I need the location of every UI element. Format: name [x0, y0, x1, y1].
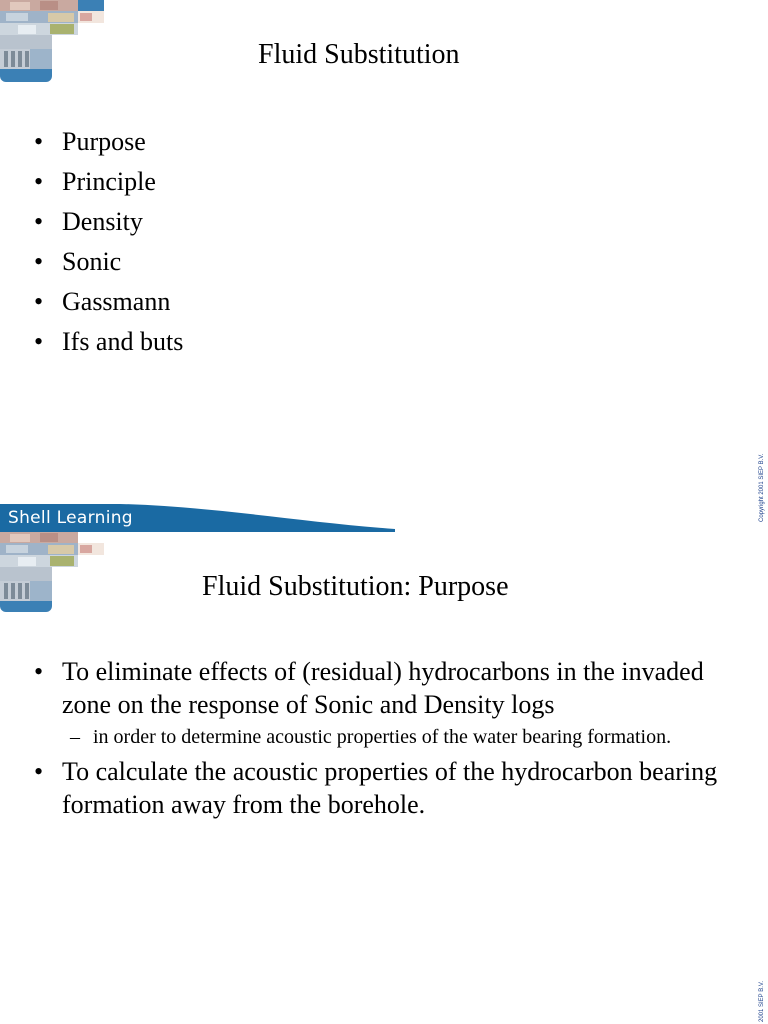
- slide-fluid-substitution-purpose: [0, 512, 768, 1024]
- bullet-text: • To eliminate effects of (residual) hydrocarbons in the invaded zone on the response of Sonic and Density logs: [62, 657, 704, 719]
- bullet-list: [34, 122, 183, 362]
- bullet-text: • To calculate the acoustic properties of the hydrocarbon bearing formation away from the borehole.: [62, 757, 718, 819]
- slide-title: Fluid Substitution: Purpose: [202, 571, 509, 602]
- bullet-item: [34, 755, 734, 821]
- bullet-item: • Ifs and buts: [34, 322, 183, 362]
- bullet-list: [34, 655, 734, 821]
- bullet-item: • Gassmann: [34, 282, 183, 322]
- bullet-item: • Purpose: [34, 122, 183, 162]
- bullet-item: • Sonic: [34, 242, 183, 282]
- bullet-item: • Density: [34, 202, 183, 242]
- banner-label: Shell Learning: [8, 508, 133, 528]
- slide-title: Fluid Substitution: [258, 39, 460, 70]
- logo-mosaic-icon: [0, 0, 104, 82]
- copyright-note: Copyright 2001 SIEP B.V.: [759, 453, 765, 522]
- logo-mosaic-icon: [0, 532, 104, 614]
- copyright-note: 2001 SIEP B.V.: [759, 980, 765, 1022]
- sub-bullet-item: – in order to determine acoustic properties of the water bearing formation.: [62, 723, 723, 751]
- bullet-item: • Principle: [34, 162, 183, 202]
- bullet-item: [34, 655, 734, 751]
